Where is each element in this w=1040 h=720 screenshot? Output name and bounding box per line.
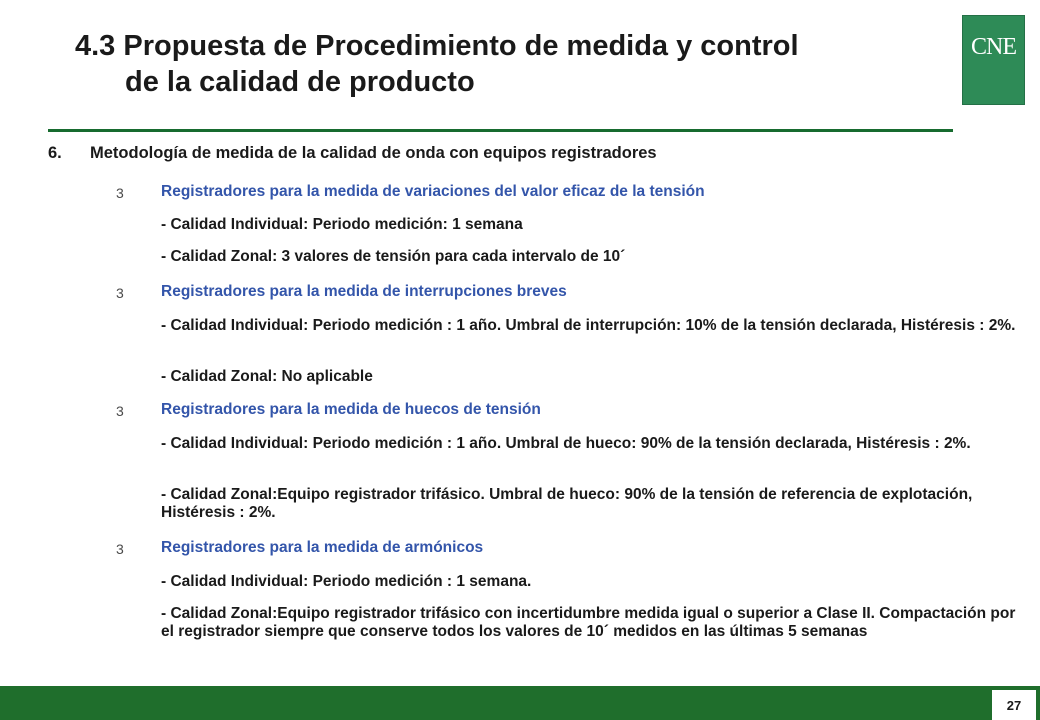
bullet-icon: 3 [116, 403, 124, 419]
group-heading: Registradores para la medida de interrupciones breves [161, 283, 567, 300]
title-divider [48, 129, 953, 132]
slide-title [75, 28, 915, 100]
bullet-icon: 3 [116, 285, 124, 301]
cne-logo-text: CNE [971, 33, 1016, 60]
page-number: 27 [992, 690, 1036, 720]
section-heading [48, 144, 657, 163]
list-item: - Calidad Individual: Periodo medición : 1 año. Umbral de hueco: 90% de la tensión declarada, Histéresis : 2%. [161, 435, 971, 452]
slide-title-line1: 4.3 Propuesta de Procedimiento de medida y control [75, 30, 799, 62]
group-heading: Registradores para la medida de variaciones del valor eficaz de la tensión [161, 183, 705, 200]
section-title: Metodología de medida de la calidad de onda con equipos registradores [90, 144, 657, 162]
footer-bar [0, 686, 1040, 720]
group-heading: Registradores para la medida de huecos de tensión [161, 401, 541, 418]
list-item: - Calidad Zonal: 3 valores de tensión para cada intervalo de 10´ [161, 248, 626, 265]
section-number: 6. [48, 144, 62, 162]
list-item: - Calidad Zonal: No aplicable [161, 368, 373, 385]
bullet-icon: 3 [116, 185, 124, 201]
list-item: - Calidad Individual: Periodo medición : 1 año. Umbral de interrupción: 10% de la tensión declarada, Histéresis : 2%. [161, 317, 1016, 334]
list-item: - Calidad Individual: Periodo medición: 1 semana [161, 216, 523, 233]
bullet-icon: 3 [116, 541, 124, 557]
list-item: - Calidad Zonal:Equipo registrador trifásico. Umbral de hueco: 90% de la tensión de referencia de explotación, Histéresis : 2%. [161, 486, 973, 521]
group-heading: Registradores para la medida de armónicos [161, 539, 484, 556]
slide-title-line2: de la calidad de producto [125, 66, 475, 98]
list-item: - Calidad Individual: Periodo medición : 1 semana. [161, 573, 532, 590]
cne-logo [962, 15, 1025, 105]
list-item: - Calidad Zonal:Equipo registrador trifásico con incertidumbre medida igual o superior a Clase II. Compactación por el registrador siempre que conserve todos los valores de 10´ medidos en las últimas 5 semanas [161, 605, 1016, 640]
